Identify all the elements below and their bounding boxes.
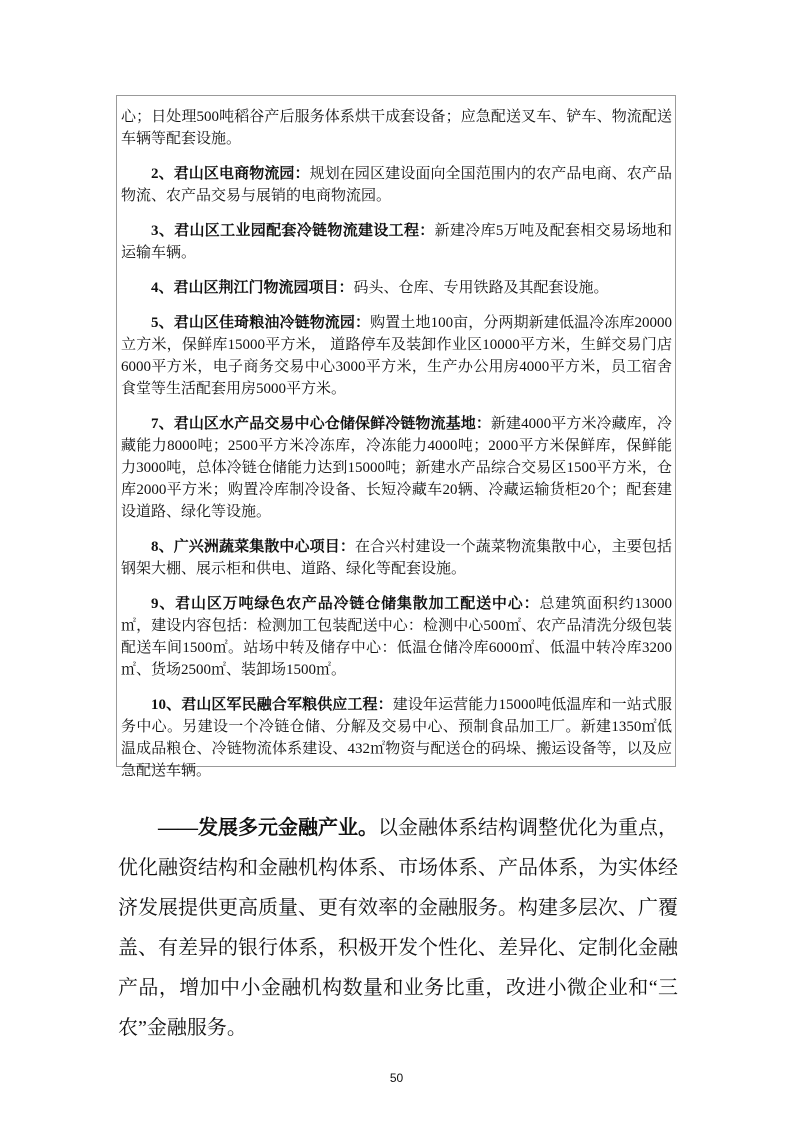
list-item [121,593,672,681]
list-item [121,277,672,299]
item-text: 新建冷库5万吨及配套相交易场地和运输车辆。 [121,223,672,261]
item-title: 3、君山区工业园配套冷链物流建设工程： [151,223,435,239]
item-title: 5、君山区佳琦粮油冷链物流园： [151,315,371,331]
item-text: 规划在园区建设面向全国范围内的农产品电商、农产品物流、农产品交易与展销的电商物流园。 [121,166,672,204]
item-title: 4、君山区荆江门物流园项目： [151,280,354,296]
item-title: 10、君山区军民融合军粮供应工程： [151,697,393,713]
list-item [121,536,672,580]
item-text: 总建筑面积约13000㎡，建设内容包括：检测加工包装配送中心：检测中心500㎡、农产品清洗分级包装配送车间1500㎡。站场中转及储存中心：低温仓储冷库6000㎡、低温中转冷库3200㎡、货场2500㎡、装卸场1500㎡。 [121,596,672,678]
paragraph-text: 以金融体系结构调整优化为重点，优化融资结构和金融机构体系、市场体系、产品体系，为实体经济发展提供更高质量、更有效率的金融服务。构建多层次、广覆盖、有差异的银行体系，积极开发个性化、差异化、定制化金融产品，增加中小金融机构数量和业务比重，改进小微企业和“三农”金融服务。 [118,817,678,1039]
item-text: 新建4000平方米冷藏库，冷藏能力8000吨；2500平方米冷冻库，冷冻能力4000吨；2000平方米保鲜库，保鲜能力3000吨，总体冷链仓储能力达到15000吨；新建水产品综合交易区1500平方米，仓库2000平方米；购置冷库制冷设备、长短冷藏车20辆、冷藏运输货柜20个；配套建设道路、绿化等设施。 [121,416,672,520]
page-number: 50 [389,1071,404,1085]
item-title: 8、广兴洲蔬菜集散中心项目： [151,539,355,555]
item-title: 2、君山区电商物流园： [151,166,310,182]
list-item [121,220,672,264]
list-item [121,163,672,207]
item-text: 在合兴村建设一个蔬菜物流集散中心，主要包括钢架大棚、展示柜和供电、道路、绿化等配套设施。 [121,539,672,577]
item-title: 7、君山区水产品交易中心仓储保鲜冷链物流基地： [151,416,491,432]
intro-text: 心；日处理500吨稻谷产后服务体系烘干成套设备；应急配送叉车、铲车、物流配送车辆等配套设施。 [121,109,672,147]
finance-paragraph [118,808,678,1048]
item-text: 购置土地100亩，分两期新建低温冷冻库20000立方米，保鲜库15000平方米， 道路停车及装卸作业区10000平方米，生鲜交易门店6000平方米，电子商务交易中心3000平方米，生产办公用房4000平方米，员工宿舍食堂等生活配套用房5000平方米。 [121,315,672,397]
project-list-box [116,95,676,779]
paragraph-title: ——发展多元金融产业。 [158,817,378,839]
item-text: 建设年运营能力15000吨低温库和一站式服务中心。另建设一个冷链仓储、分解及交易中心、预制食品加工厂。新建1350㎡低温成品粮仓、冷链物流体系建设、432㎡物资与配送仓的码垛、搬运设备等，以及应急配送车辆。 [121,697,672,779]
item-title: 9、君山区万吨绿色农产品冷链仓储集散加工配送中心： [151,596,540,612]
list-item [121,312,672,400]
list-item [121,694,672,782]
item-text: 码头、仓库、专用铁路及其配套设施。 [353,280,609,296]
list-item [121,413,672,523]
